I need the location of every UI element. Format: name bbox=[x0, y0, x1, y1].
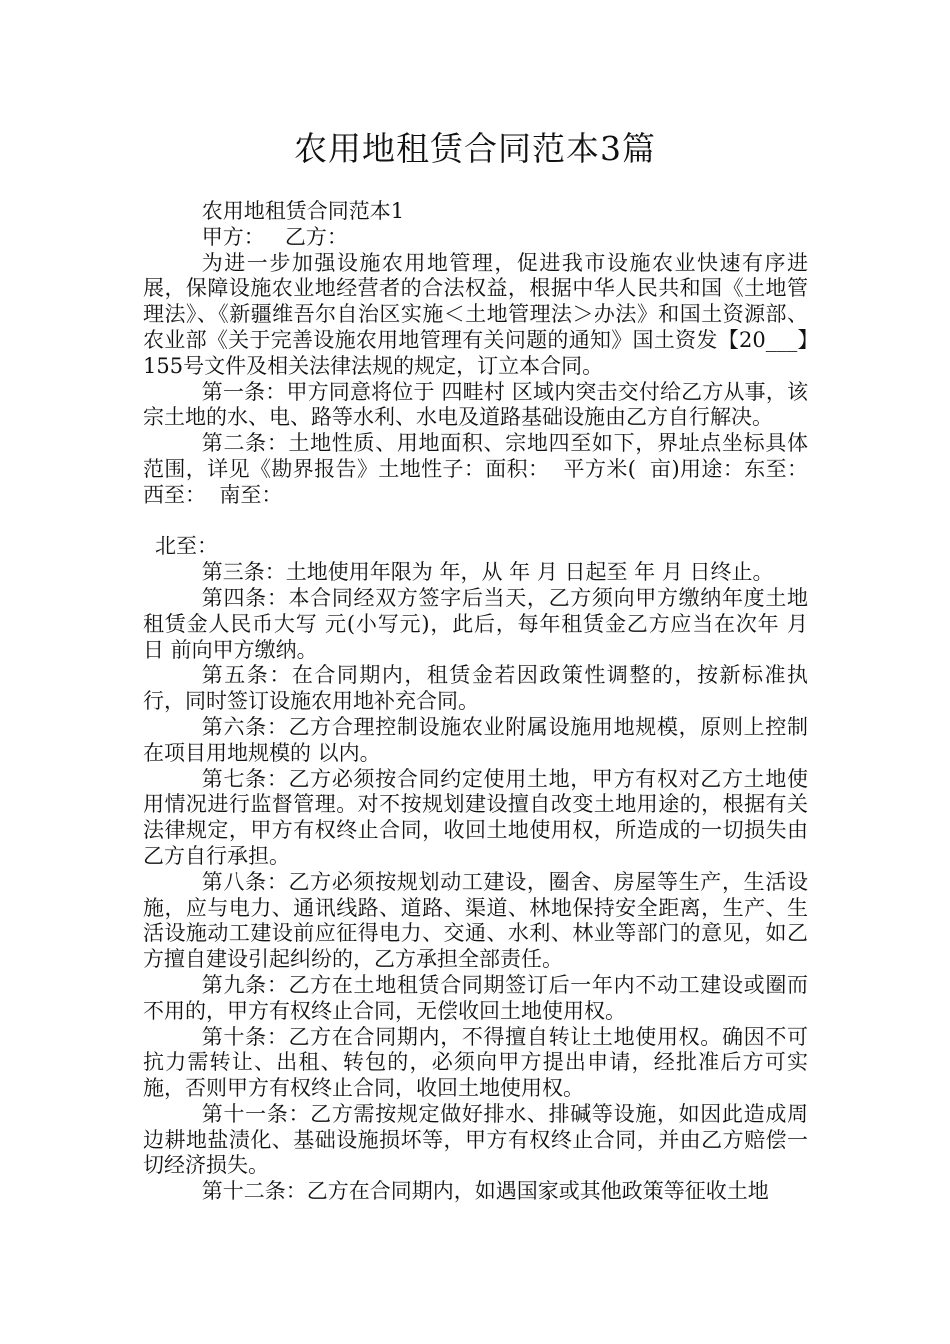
north-boundary: 北至： bbox=[155, 534, 218, 559]
document-title: 农用地租赁合同范本3篇 bbox=[294, 129, 656, 168]
article-12: 第十二条：乙方在合同期内，如遇国家或其他政策等征收土地 bbox=[201, 1179, 769, 1204]
article-11: 第十一条：乙方需按规定做好排水、排碱等设施，如因此造成周边耕地盐渍化、基础设施损坏等，甲方有权终止合同，并由乙方赔偿一切经济损失。 bbox=[143, 1101, 808, 1178]
article-1: 第一条：甲方同意将位于 四畦村 区域内突击交付给乙方从事，该宗土地的水、电、路等水利、水电及道路基础设施由乙方自行解决。 bbox=[143, 379, 808, 430]
article-6: 第六条：乙方合理控制设施农业附属设施用地规模，原则上控制在项目用地规模的 以内。 bbox=[143, 714, 808, 765]
article-7: 第七条：乙方必须按合同约定使用土地，甲方有权对乙方土地使用情况进行监督管理。对不按规划建设擅自改变土地用途的，根据有关法律规定，甲方有权终止合同，收回土地使用权，所造成的一切损失由乙方自行承担。 bbox=[143, 766, 808, 868]
article-5: 第五条：在合同期内，租赁金若因政策性调整的，按新标准执行，同时签订设施农用地补充合同。 bbox=[143, 663, 808, 714]
intro-paragraph: 为进一步加强设施农用地管理，促进我市设施农业快速有序进展，保障设施农业地经营者的合法权益，根据中华人民共和国《土地管理法》、《新疆维吾尔自治区实施＜土地管理法＞办法》和国土资源部、农业部《关于完善设施农用地管理有关问题的通知》国土资发【20___】155号文件及相关法律法规的规定，订立本合同。 bbox=[143, 250, 808, 378]
article-10: 第十条：乙方在合同期内，不得擅自转让土地使用权。确因不可抗力需转让、出租、转包的，必须向甲方提出申请，经批准后方可实施，否则甲方有权终止合同，收回土地使用权。 bbox=[143, 1024, 808, 1101]
contract-subtitle: 农用地租赁合同范本1 bbox=[201, 199, 405, 223]
article-4: 第四条：本合同经双方签字后当天，乙方须向甲方缴纳年度土地租赁金人民币大写 元(小写元)，此后，每年租赁金乙方应当在次年 月 日 前向甲方缴纳。 bbox=[143, 585, 808, 662]
article-8: 第八条：乙方必须按规划动工建设，圈舍、房屋等生产，生活设施，应与电力、通讯线路、道路、渠道、林地保持安全距离，生产、生活设施动工建设前应征得电力、交通、水利、林业等部门的意见，如乙方擅自建设引起纠纷的，乙方承担全部责任。 bbox=[143, 869, 808, 972]
document-body bbox=[143, 199, 822, 1205]
article-2: 第二条：土地性质、用地面积、宗地四至如下，界址点坐标具体范围，详见《勘界报告》土地性子：面积： 平方米( 亩)用途：东至： 西至： 南至： bbox=[143, 431, 822, 507]
article-9: 第九条：乙方在土地租赁合同期签订后一年内不动工建设或圈而不用的，甲方有权终止合同，无偿收回土地使用权。 bbox=[143, 972, 808, 1023]
article-3: 第三条：土地使用年限为 年，从 年 月 日起至 年 月 日终止。 bbox=[201, 560, 774, 585]
parties-line: 甲方： 乙方： bbox=[201, 224, 348, 249]
blank-line bbox=[143, 509, 808, 535]
